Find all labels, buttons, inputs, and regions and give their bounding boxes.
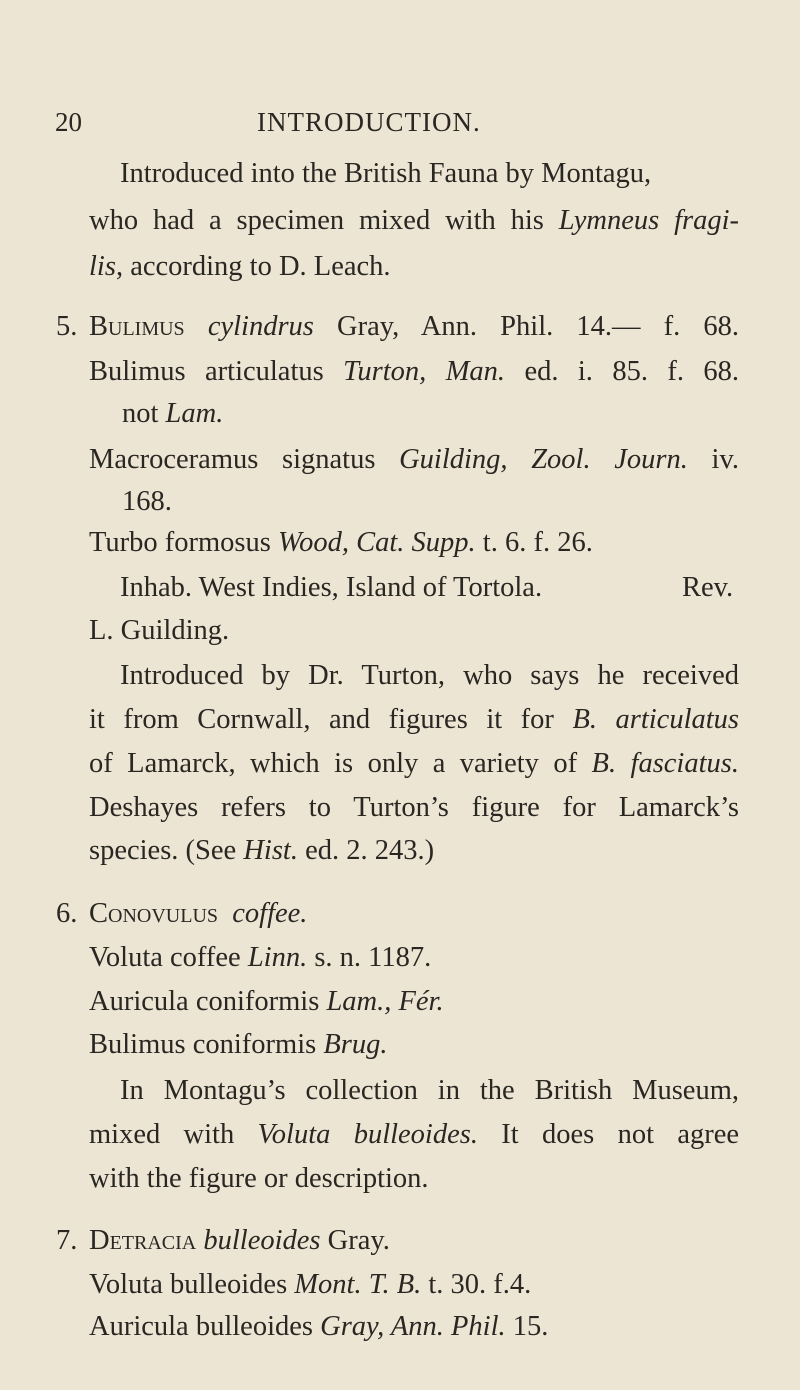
genus-name: Bulimus bbox=[89, 311, 185, 342]
reference-title: Hist. bbox=[243, 835, 298, 866]
entry-5-habitat-rev: Rev. bbox=[682, 572, 734, 603]
entry-5-synonym-3 bbox=[89, 526, 593, 560]
reference: t. 6. f. 26. bbox=[475, 527, 593, 558]
reference: Gray. bbox=[320, 1225, 390, 1256]
synonym: Bulimus coniformis bbox=[89, 1029, 324, 1060]
synonym: Turbo formosus bbox=[89, 527, 278, 558]
species-name: bulleoides bbox=[203, 1225, 321, 1256]
note-text: It does not agree bbox=[477, 1119, 740, 1150]
note-text: ed. 2. 243.) bbox=[297, 835, 435, 866]
entry-7-heading bbox=[89, 1224, 390, 1258]
synonym: Voluta coffee bbox=[89, 942, 248, 973]
entry-6-synonym-3 bbox=[89, 1028, 387, 1062]
note-text: species. (See bbox=[89, 835, 244, 866]
entry-5-note-line-4: Deshayes refers to Turton’s figure for Lamarck’s bbox=[89, 792, 739, 823]
entry-5-number: 5. bbox=[56, 311, 78, 342]
entry-5-note-line-1: Introduced by Dr. Turton, who says he received bbox=[120, 660, 739, 691]
entry-6-synonym-2 bbox=[89, 985, 444, 1019]
reference: Gray, Ann. Phil. 14.— f. 68. bbox=[313, 311, 740, 342]
entry-6-synonym-1 bbox=[89, 941, 431, 975]
authority: Brug. bbox=[323, 1029, 388, 1060]
species-name: cylindrus bbox=[207, 311, 314, 342]
authority: Linn. bbox=[247, 942, 308, 973]
entry-5-synonym-1-cont bbox=[122, 397, 223, 431]
reference: ed. i. 85. f. 68. bbox=[505, 356, 740, 387]
authority: Guilding, Zool. Journ. bbox=[399, 444, 688, 475]
reference: 15. bbox=[505, 1311, 549, 1342]
entry-5-habitat-cont: L. Guilding. bbox=[89, 615, 230, 646]
authority: Turton, Man. bbox=[343, 356, 506, 387]
genus-name: Conovulus bbox=[89, 898, 219, 929]
species-name: Voluta bulleoides. bbox=[257, 1119, 478, 1150]
species-name-cont: lis bbox=[89, 251, 116, 282]
note-text: it from Cornwall, and figures it for bbox=[89, 704, 573, 735]
entry-6-note-line-2 bbox=[89, 1118, 739, 1152]
species-name: B. fasciatus. bbox=[591, 748, 739, 779]
species-name: Lymneus fragi- bbox=[558, 205, 739, 236]
synonym: Bulimus articulatus bbox=[89, 356, 344, 387]
page-number: 20 bbox=[55, 107, 82, 137]
authority: Wood, Cat. Supp. bbox=[277, 527, 476, 558]
entry-5-habitat: Inhab. West Indies, Island of Tortola. bbox=[120, 572, 543, 603]
entry-7-number: 7. bbox=[56, 1225, 78, 1256]
entry-5-note-line-5 bbox=[89, 834, 434, 868]
entry-6-note-line-3: with the figure or description. bbox=[89, 1163, 429, 1194]
authority: Lam. bbox=[165, 398, 224, 429]
entry-5-heading bbox=[89, 310, 739, 344]
entry-6-number: 6. bbox=[56, 898, 78, 929]
species-name: B. articulatus bbox=[572, 704, 739, 735]
intro-line-3 bbox=[89, 250, 391, 284]
entry-5-synonym-2-cont: 168. bbox=[122, 486, 172, 517]
genus-name: Detracia bbox=[89, 1225, 197, 1256]
species-name: coffee. bbox=[232, 898, 308, 929]
synonym: Voluta bulleoides bbox=[89, 1269, 295, 1300]
reference: iv. bbox=[687, 444, 739, 475]
authority: Gray, Ann. Phil. bbox=[320, 1311, 506, 1342]
intro-line-2 bbox=[89, 204, 739, 238]
entry-6-note-line-1: In Montagu’s collection in the British Museum, bbox=[120, 1075, 739, 1106]
note-text: mixed with bbox=[89, 1119, 258, 1150]
reference: t. 30. f.4. bbox=[421, 1269, 532, 1300]
intro-line-1: Introduced into the British Fauna by Montagu, bbox=[120, 158, 652, 189]
entry-5-synonym-2 bbox=[89, 443, 739, 477]
authority: Mont. T. B. bbox=[294, 1269, 422, 1300]
running-title: INTRODUCTION. bbox=[257, 107, 481, 137]
entry-5-note-line-3 bbox=[89, 747, 739, 781]
entry-5-synonym-1 bbox=[89, 355, 739, 389]
entry-5-note-line-2 bbox=[89, 703, 739, 737]
intro-text: , according to D. Leach. bbox=[115, 251, 391, 282]
note-text: of Lamarck, which is only a variety of bbox=[89, 748, 592, 779]
note: not bbox=[122, 398, 166, 429]
entry-7-synonym-2 bbox=[89, 1310, 548, 1344]
entry-7-synonym-1 bbox=[89, 1268, 531, 1302]
entry-6-heading bbox=[89, 897, 307, 931]
synonym: Macroceramus signatus bbox=[89, 444, 400, 475]
synonym: Auricula coniformis bbox=[89, 986, 327, 1017]
reference: s. n. 1187. bbox=[307, 942, 432, 973]
intro-text: who had a specimen mixed with his bbox=[89, 205, 559, 236]
synonym: Auricula bulleoides bbox=[89, 1311, 321, 1342]
authority: Lam., Fér. bbox=[326, 986, 444, 1017]
